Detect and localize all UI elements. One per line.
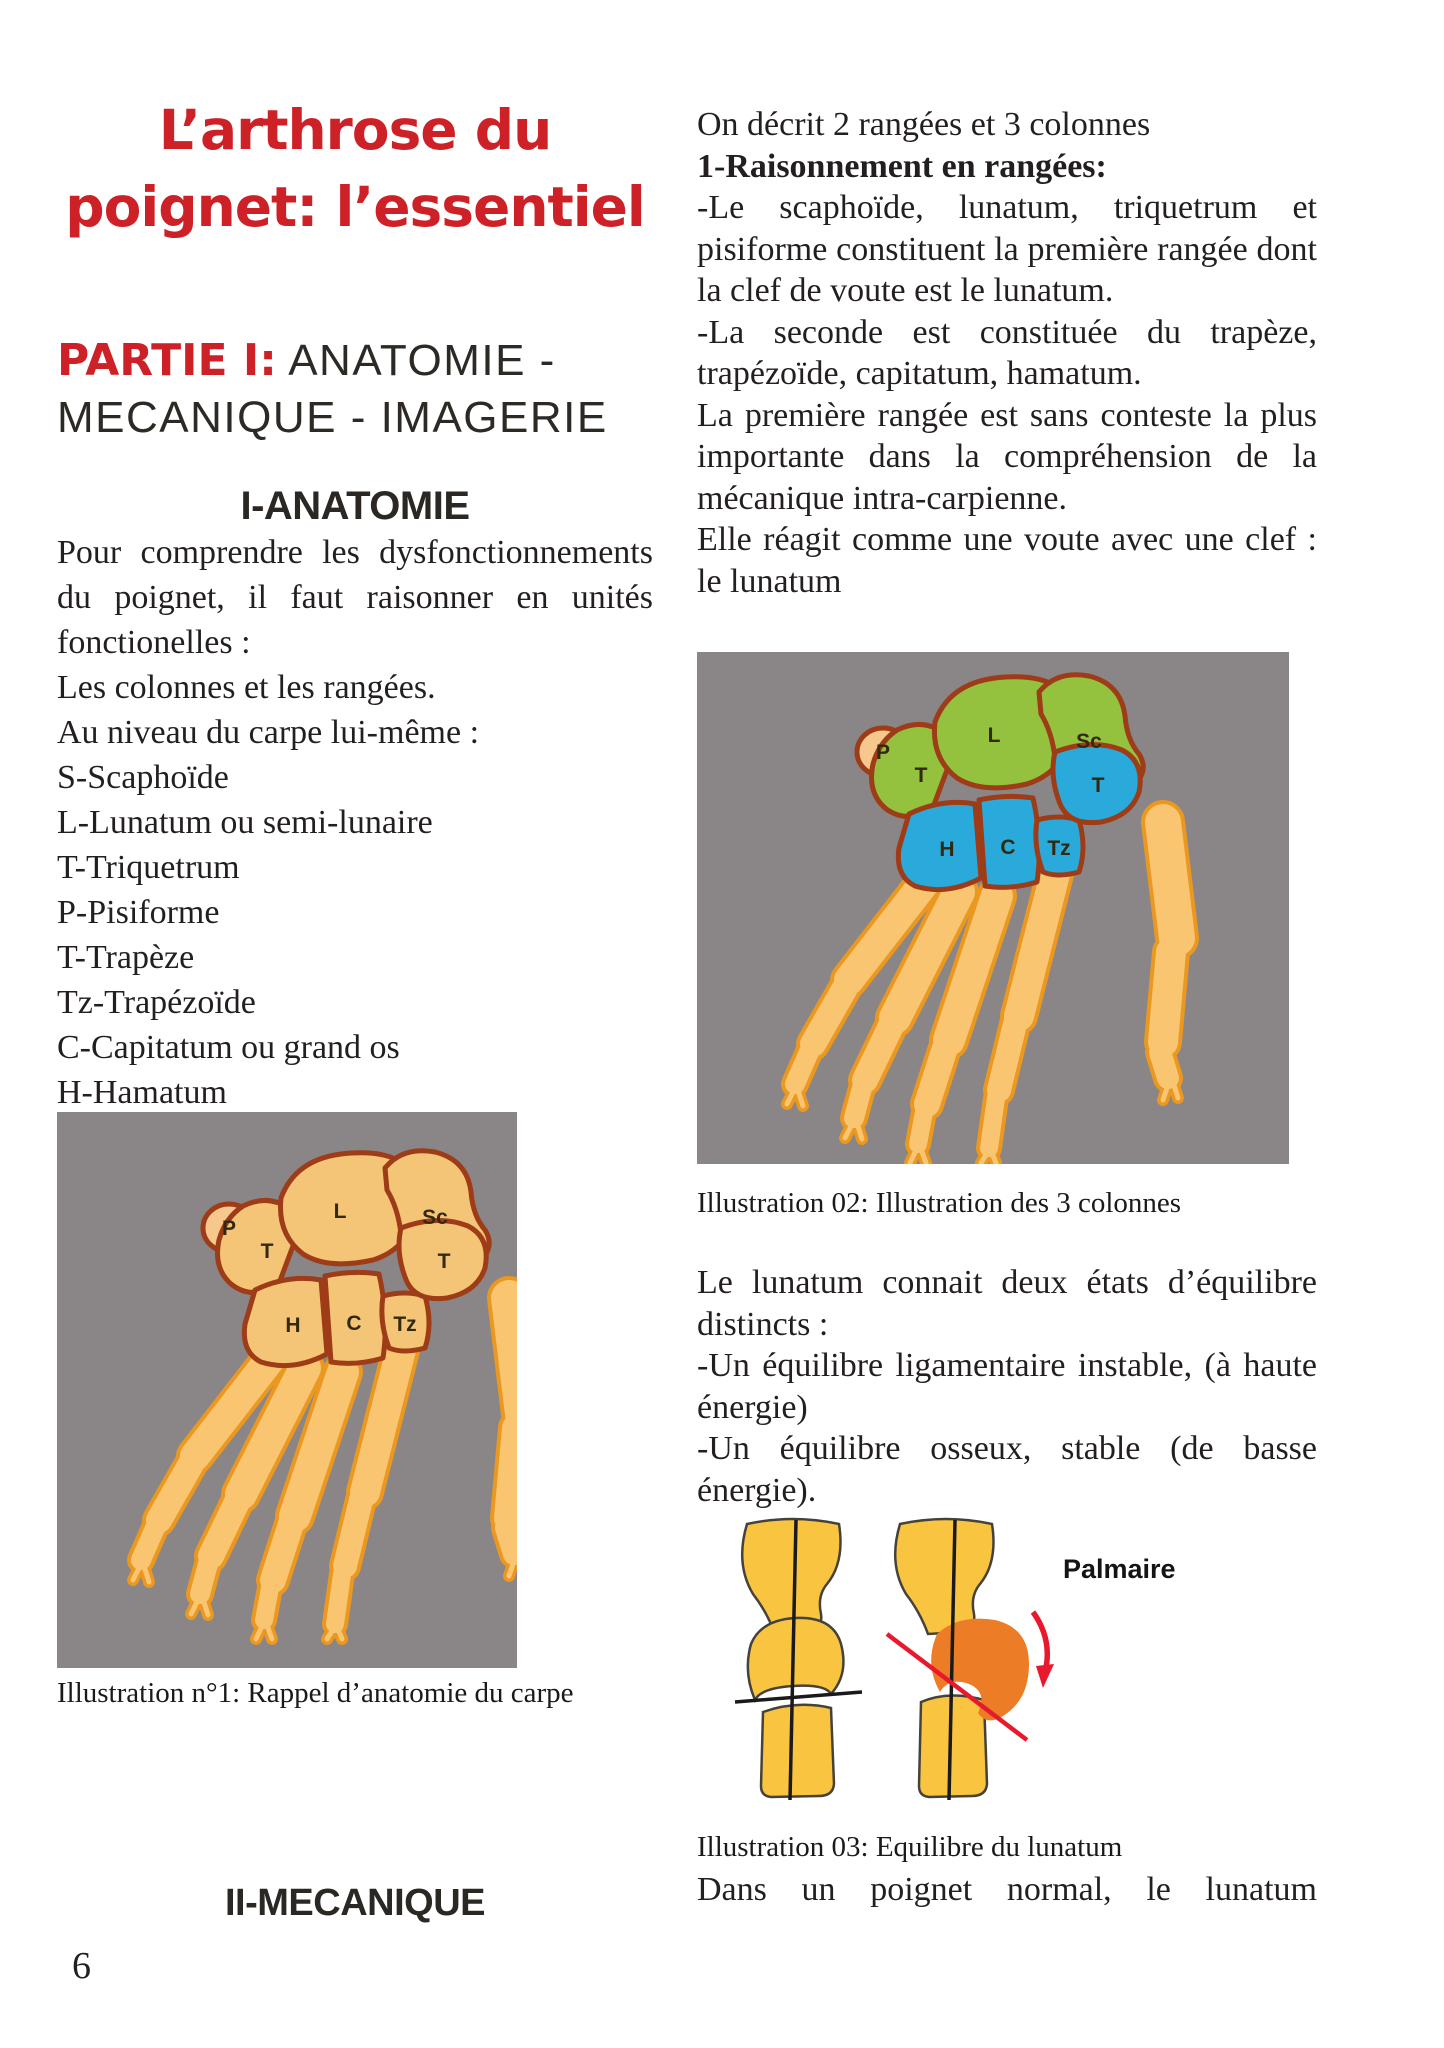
intro-line: On décrit 2 rangées et 3 colonnes [697, 106, 1151, 143]
tilted-equilibrium-diagram [887, 1519, 1176, 1800]
label-trapezoide: Tz [1047, 837, 1071, 860]
label-scaphoide: Sc [422, 1206, 448, 1229]
paragraph: Elle réagit comme une voute avec une clef : le lunatum [697, 521, 1317, 600]
list-item: Au niveau du carpe lui-même : [57, 714, 480, 751]
page-number: 6 [72, 1945, 91, 1987]
intro-paragraph: Pour comprendre les dysfonctionnements du poignet, il faut raisonner en unités fonctionelles : [57, 534, 653, 661]
rotation-arrowhead [1036, 1664, 1054, 1688]
label-lunatum: L [987, 724, 1001, 747]
figure-2-three-columns [697, 652, 1289, 1164]
page-title [57, 92, 653, 246]
section-heading-anatomie: I-ANATOMIE [240, 484, 470, 528]
partie-heading [57, 332, 653, 446]
section-heading-mecanique: II-MECANIQUE [225, 1882, 485, 1924]
figure-1-carpal-anatomy [57, 1112, 517, 1668]
paragraph: -Le scaphoïde, lunatum, triquetrum et pisiforme constituent la première rangée dont la clef de voute est le lunatum. [697, 189, 1317, 309]
figure-2-caption: Illustration 02: Illustration des 3 colonnes [697, 1187, 1182, 1219]
list-item: Tz-Trapézoïde [57, 984, 256, 1021]
page-title-line2: poignet: l’essentiel [65, 175, 645, 239]
lunatum-diagram [697, 1516, 1317, 1808]
partie-rest: ANATOMIE - MECANIQUE - IMAGERIE [57, 336, 608, 442]
label-lunatum: L [333, 1200, 347, 1223]
label-pisiforme: P [875, 741, 891, 764]
label-triquetrum: T [260, 1240, 274, 1263]
radius-shape [761, 1705, 834, 1797]
radius-shape [919, 1695, 987, 1797]
list-item: T-Trapèze [57, 939, 195, 976]
label-hamatum: H [285, 1314, 301, 1337]
hand-skeleton-illustration [57, 1112, 517, 1668]
label-capitatum: C [1000, 836, 1016, 859]
rotation-arrow [1033, 1612, 1047, 1672]
label-capitatum: C [346, 1312, 362, 1335]
label-hamatum: H [939, 838, 955, 861]
heading-raisonnement: 1-Raisonnement en rangées: [697, 147, 1107, 185]
list-item: S-Scaphoïde [57, 759, 229, 796]
label-trapeze: T [437, 1250, 451, 1273]
label-pisiforme: P [221, 1217, 237, 1240]
paragraph: -Un équilibre ligamentaire instable, (à haute énergie) [697, 1347, 1317, 1426]
page-title-line1: L’arthrose du [158, 98, 552, 162]
paragraph: -La seconde est constituée du trapèze, trapézoïde, capitatum, hamatum. [697, 313, 1317, 392]
figure-3-caption: Illustration 03: Equilibre du lunatum [697, 1831, 1123, 1863]
figure-3-lunatum-equilibrium [697, 1516, 1317, 1808]
label-scaphoide: Sc [1076, 730, 1102, 753]
list-item: H-Hamatum [57, 1074, 227, 1111]
figure-1-caption: Illustration n°1: Rappel d’anatomie du carpe [57, 1677, 574, 1709]
stable-equilibrium-diagram [735, 1519, 862, 1800]
list-item: C-Capitatum ou grand os [57, 1029, 400, 1066]
anatomie-text [57, 530, 653, 1115]
rangées-text [697, 104, 1317, 602]
paragraph: Dans un poignet normal, le lunatum [697, 1871, 1317, 1908]
list-item: P-Pisiforme [57, 894, 220, 931]
hand-skeleton-colored-illustration [697, 652, 1289, 1164]
list-item: Les colonnes et les rangées. [57, 669, 436, 706]
paragraph: Le lunatum connait deux états d’équilibre distincts : [697, 1264, 1317, 1343]
list-item: L-Lunatum ou semi-lunaire [57, 804, 433, 841]
label-trapeze: T [1091, 774, 1105, 797]
partie-label: PARTIE I: [57, 335, 277, 386]
lunatum-shape [748, 1618, 844, 1700]
label-trapezoide: Tz [393, 1313, 417, 1336]
bone-list [57, 665, 653, 1115]
palmaire-label: Palmaire [1063, 1554, 1176, 1584]
paragraph: La première rangée est sans conteste la plus importante dans la compréhension de la mécanique intra-carpienne. [697, 396, 1317, 517]
equilibre-text [697, 1262, 1317, 1511]
list-item: T-Triquetrum [57, 849, 240, 886]
paragraph: -Un équilibre osseux, stable (de basse énergie). [697, 1430, 1317, 1509]
label-triquetrum: T [914, 764, 928, 787]
